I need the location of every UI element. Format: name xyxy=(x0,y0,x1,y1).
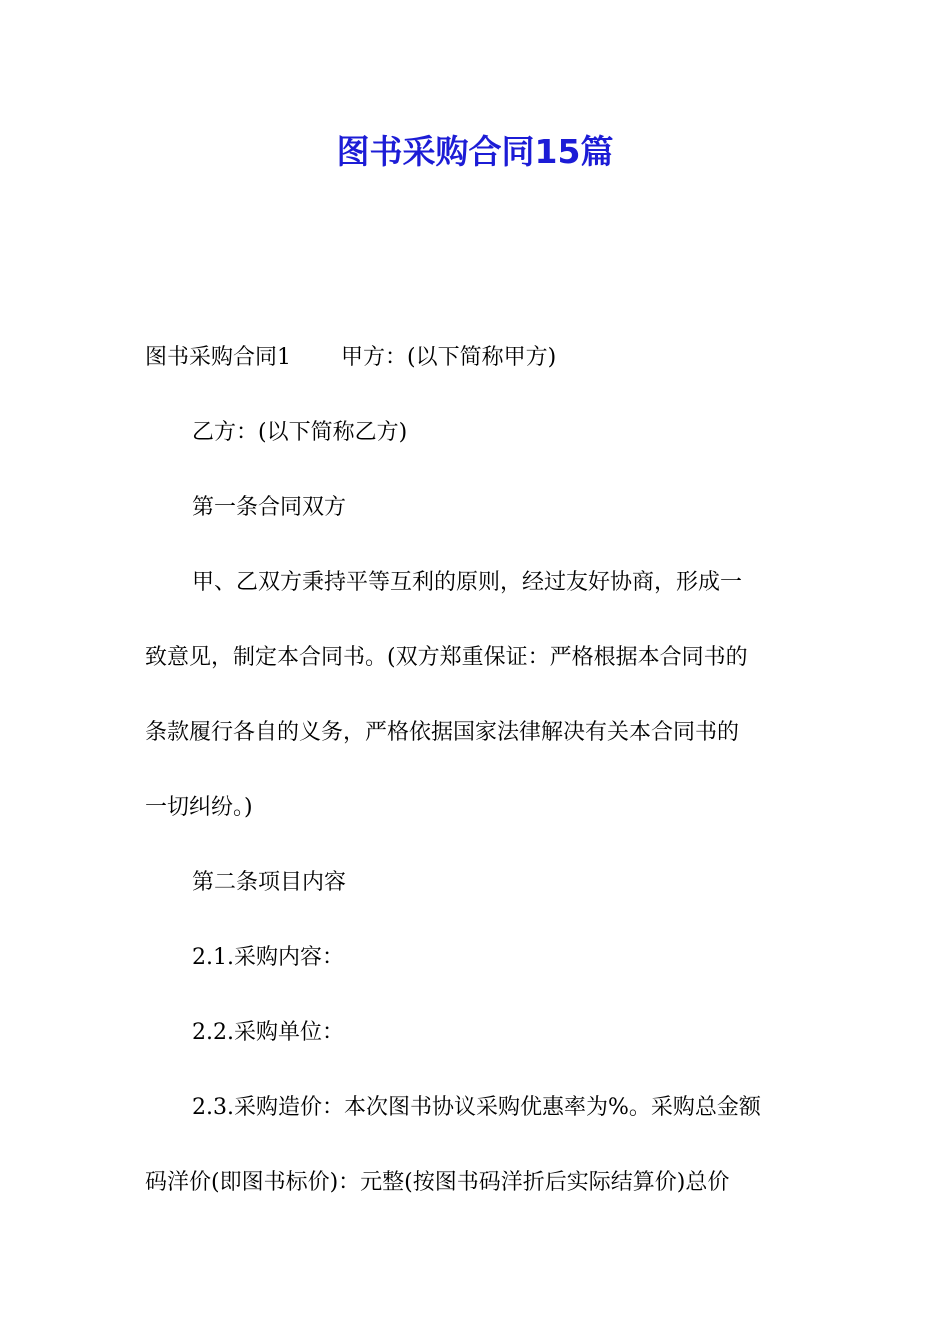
paragraph-line: 条款履行各自的义务，严格依据国家法律解决有关本合同书的 xyxy=(145,720,740,745)
document-title: 图书采购合同15篇 xyxy=(336,132,614,171)
paragraph-line: 致意见，制定本合同书。(双方郑重保证：严格根据本合同书的 xyxy=(145,645,748,670)
item-2-1: 2.1.采购内容： xyxy=(192,945,344,970)
item-2-3: 2.3.采购造价：本次图书协议采购优惠率为%。采购总金额 xyxy=(192,1095,761,1120)
item-2-2: 2.2.采购单位： xyxy=(192,1020,344,1045)
party-b: 乙方：(以下简称乙方) xyxy=(192,420,408,445)
contract-heading: 图书采购合同1 xyxy=(145,345,291,370)
article-2-heading: 第二条项目内容 xyxy=(192,870,347,895)
paragraph-line: 甲、乙双方秉持平等互利的原则，经过友好协商，形成一 xyxy=(192,570,743,595)
paragraph-line: 码洋价(即图书标价)：元整(按图书码洋折后实际结算价)总价 xyxy=(145,1170,730,1195)
party-a: 甲方：(以下简称甲方) xyxy=(341,345,557,370)
paragraph-line xyxy=(145,343,815,373)
paragraph-line: 一切纠纷。) xyxy=(145,795,253,820)
article-1-heading: 第一条合同双方 xyxy=(192,495,347,520)
